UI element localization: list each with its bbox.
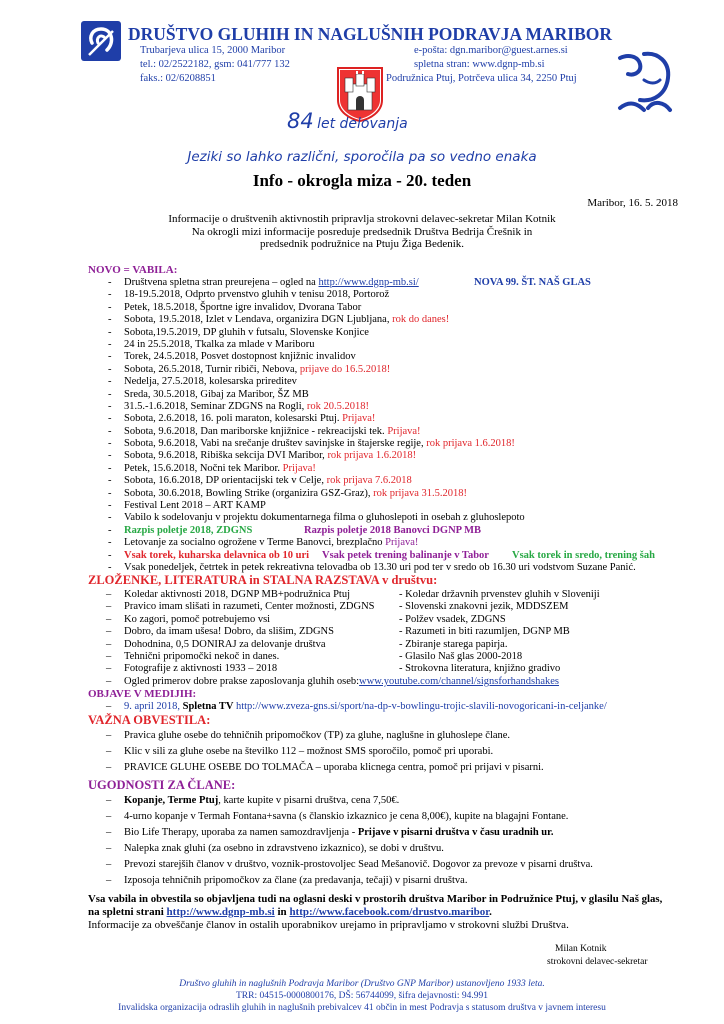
website-link[interactable]: http://www.dgnp-mb.si/ — [318, 277, 419, 288]
intro-text — [100, 213, 624, 251]
ugodnosti-list — [88, 795, 593, 891]
list-item: – PRAVICE GLUHE OSEBE DO TOLMAČA – uporaba klicnega centra, pomoč pri prijavi v pisarni. — [88, 762, 544, 778]
list-item: - Vsak torek, kuharska delavnica ob 10 uri Vsak petek trening balinanje v Tabor Vsak torek in sredo, trening šah — [88, 550, 636, 562]
years-number: 84 — [287, 109, 314, 133]
maribor-crest-icon — [336, 66, 384, 122]
list-item: - Festival Lent 2018 – ART KAMP — [88, 500, 636, 512]
closing-text — [88, 893, 688, 932]
footer-line: TRR: 04515-0000800176, DŠ: 56744099, šifra dejavnosti: 94.991 — [235, 991, 488, 1001]
closing-line: Informacije za obveščanje članov in ostalih uporabnikov urejamo in pripravljamo v strokovni službi Društva. — [88, 919, 569, 931]
list-item: – Ogled primerov dobre prakse zaposlovanja gluhih oseb: www.youtube.com/channel/signsforhandshakes — [88, 676, 600, 688]
footer-line: Društvo gluhih in naglušnih Podravja Maribor (Društvo GNP Maribor) ustanovljeno 1933 leta. — [179, 979, 545, 989]
signature-role: strokovni delavec-sekretar — [547, 957, 648, 967]
list-item: – Pravico imam slišati in razumeti, Center možnosti, ZDGNS - Slovenski znakovni jezik, MDDSZEM — [88, 601, 600, 613]
list-item: - Sobota, 16.6.2018, DP orientacijski tek v Celje, rok prijava 7.6.2018 — [88, 475, 636, 487]
sign-hands-logo-icon — [614, 50, 676, 116]
list-item: - Sreda, 30.5.2018, Gibaj za Maribor, ŠZ MB — [88, 389, 636, 401]
list-item: – Fotografije z aktivnosti 1933 – 2018 - Strokovna literatura, knjižno gradivo — [88, 663, 600, 675]
section-heading-mediji: OBJAVE V MEDIJIH: — [88, 688, 197, 700]
motto: Jeziki so lahko različni, sporočila pa so vedno enaka — [187, 149, 537, 165]
org-fax: faks.: 02/6208851 — [140, 73, 216, 84]
list-item: - Sobota, 9.6.2018, Ribiška sekcija DVI Maribor, rok prijava 1.6.2018! — [88, 450, 636, 462]
years-of-activity — [287, 109, 408, 133]
footer-line: Invalidska organizacija odraslih gluhih in naglušnih prebivalcev 41 občin in mest Podravja s statusom društva v javnem interesu — [118, 1003, 606, 1013]
list-item: - Sobota, 9.6.2018, Vabi na srečanje društev savinjske in štajerske regije, rok prijava 1.6.2018! — [88, 438, 636, 450]
nas-glas-highlight: NOVA 99. ŠT. NAŠ GLAS — [474, 277, 591, 288]
novo-list — [88, 277, 655, 574]
website-link[interactable]: http://www.dgnp-mb.si — [166, 906, 275, 918]
list-item: - Letovanje za socialno ogrožene v Terme Banovci, brezplačno Prijava! — [88, 537, 636, 549]
list-item: – Koledar aktivnosti 2018, DGNP MB+podružnica Ptuj - Koledar državnih prvenstev gluhih v Sloveniji — [88, 589, 600, 601]
list-item: – 4-urno kopanje v Termah Fontana+savna (s članskio izkaznico je cena 8,00€), kupite na blagajni Fontane. — [88, 811, 593, 827]
list-item: - Vabilo k sodelovanju v projektu dokumentarnega filma o gluhoslepoti in osebah z gluhoslepoto — [88, 512, 636, 524]
org-address: Trubarjeva ulica 15, 2000 Maribor — [140, 45, 286, 56]
signature — [547, 943, 648, 969]
footer — [0, 978, 724, 1014]
list-item: - Nedelja, 27.5.2018, kolesarska prireditev — [88, 376, 636, 388]
list-item: - 18-19.5.2018, Odprto prvenstvo gluhih v tenisu 2018, Portorož — [88, 289, 636, 301]
list-item: - Sobota, 30.6.2018, Bowling Strike (organizira GSZ-Graz), rok prijava 31.5.2018! — [88, 488, 636, 500]
years-text: let delovanja — [317, 116, 408, 132]
intro-line: Informacije o društvenih aktivnostih pripravlja strokovni delavec-sekretar Milan Kotnik — [168, 213, 556, 225]
org-web: spletna stran: www.dgnp-mb.si — [414, 59, 545, 70]
intro-line: Na okrogli mizi informacije posreduje predsednik Društva Bedrija Črešnik in — [191, 225, 533, 238]
list-item: - Petek, 18.5.2018, Športne igre invalidov, Dvorana Tabor — [88, 302, 636, 314]
list-item: - Petek, 15.6.2018, Nočni tek Maribor. Prijava! — [88, 463, 636, 475]
section-heading-obvestila: VAŽNA OBVESTILA: — [88, 713, 211, 727]
org-email: e-pošta: dgn.maribor@guest.arnes.si — [414, 45, 568, 56]
list-item: - 24 in 25.5.2018, Tkalka za mlade v Mariboru — [88, 339, 636, 351]
section-heading-ugodnosti: UGODNOSTI ZA ČLANE: — [88, 778, 236, 792]
hearing-aid-logo-icon — [80, 20, 122, 62]
list-item: - 31.5.-1.6.2018, Seminar ZDGNS na Rogli, rok 20.5.2018! — [88, 401, 636, 413]
list-item: - Sobota, 9.6.2018, Dan mariborske knjižnice - rekreacijski tek. Prijava! — [88, 426, 636, 438]
list-item: – Nalepka znak gluhi (za osebno in zdravstveno izkaznico), se dobi v društvu. — [88, 843, 593, 859]
list-item: – Izposoja tehničnih pripomočkov za člane (za predavanja, tečaji) v pisarni društva. — [88, 875, 593, 891]
list-item: – Bio Life Therapy, uporaba za namen samozdravljenja - Prijave v pisarni društva v času uradnih ur. — [88, 827, 593, 843]
document-date: Maribor, 16. 5. 2018 — [587, 197, 678, 209]
section-heading-literatura: ZLOŽENKE, LITERATURA in STALNA RAZSTAVA v društvu: — [88, 573, 438, 587]
youtube-link[interactable]: www.youtube.com/channel/signsforhandshakes — [359, 675, 559, 687]
list-item: – Dobro, da imam ušesa! Dobro, da slišim, ZDGNS - Razumeti in biti razumljen, DGNP MB — [88, 626, 600, 638]
document-title: Info - okrogla miza - 20. teden — [252, 171, 472, 190]
media-link[interactable]: http://www.zveza-gns.si/sport/na-dp-v-bowlingu-trojic-slavili-novogoricani-in-celjanke/ — [235, 701, 607, 712]
list-item: – Pravica gluhe osebe do tehničnih pripomočkov (TP) za gluhe, naglušne in gluhoslepe člane. — [88, 730, 544, 746]
list-item: - Sobota, 2.6.2018, 16. poli maraton, kolesarski Ptuj. Prijava! — [88, 413, 636, 425]
closing-line: na spletni strani http://www.dgnp-mb.si in http://www.facebook.com/drustvo.maribor. — [88, 906, 492, 918]
signature-name: Milan Kotnik — [555, 944, 607, 954]
org-phone: tel.: 02/2522182, gsm: 041/777 132 — [140, 59, 290, 70]
closing-line: Vsa vabila in obvestila so objavljena tudi na oglasni deski v prostorih društva Maribor in Podružnice Ptuj, v glasilu Naš glas, — [88, 893, 663, 905]
org-name: DRUŠTVO GLUHIH IN NAGLUŠNIH PODRAVJA MARIBOR — [128, 24, 613, 44]
list-item: – Kopanje, Terme Ptuj, karte kupite v pisarni društva, cena 7,50€. — [88, 795, 593, 811]
list-item: - Sobota, 19.5.2018, Izlet v Lendava, organizira DGN Ljubljana, rok do danes! — [88, 314, 636, 326]
list-item: – Ko zagori, pomoč potrebujemo vsi - Polžev vsadek, ZDGNS — [88, 614, 600, 626]
list-item: - Sobota, 26.5.2018, Turnir ribiči, Nebova, prijave do 16.5.2018! — [88, 364, 636, 376]
list-item: – Tehnični pripomočki nekoč in danes. - Glasilo Naš glas 2000-2018 — [88, 651, 600, 663]
literatura-list — [88, 589, 600, 688]
list-item: – 9. april 2018, Spletna TV http://www.zveza-gns.si/sport/na-dp-v-bowlingu-trojic-slavili-novogoricani-in-celjanke/ — [88, 701, 607, 713]
list-item: - Razpis poletje 2018, ZDGNS Razpis poletje 2018 Banovci DGNP MB — [88, 525, 636, 537]
list-item: – Dohodnina, 0,5 DONIRAJ za delovanje društva - Zbiranje starega papirja. — [88, 639, 600, 651]
intro-line: predsednik podružnice na Ptuju Žiga Bedenik. — [259, 238, 465, 251]
facebook-link[interactable]: http://www.facebook.com/drustvo.maribor — [289, 906, 490, 918]
list-item: – Prevozi starejših članov v društvo, voznik-prostovoljec Sead Mešanovič. Dogovor za prevoze v pisarni društva. — [88, 859, 593, 875]
org-branch: Podružnica Ptuj, Potrčeva ulica 34, 2250 Ptuj — [386, 73, 577, 84]
list-item: - Društvena spletna stran preurejena – ogled na http://www.dgnp-mb.si/ NOVA 99. ŠT. NAŠ GLAS — [88, 277, 636, 289]
list-item: – Klic v sili za gluhe osebe na številko 112 – možnost SMS sporočilo, pomoč pri uporabi. — [88, 746, 544, 762]
list-item: - Vsak ponedeljek, četrtek in petek rekreativna telovadba ob 13.30 uri pod ter v sredo ob 16.30 uri vodstvom Suzane Panić. — [88, 562, 636, 574]
list-item: - Sobota,19.5.2019, DP gluhih v futsalu, Slovenske Konjice — [88, 327, 636, 339]
obvestila-list — [88, 730, 544, 778]
mediji-list — [88, 701, 607, 713]
section-heading-novo: NOVO = VABILA: — [88, 264, 178, 276]
list-item: - Torek, 24.5.2018, Posvet dostopnost knjižnic invalidov — [88, 351, 636, 363]
